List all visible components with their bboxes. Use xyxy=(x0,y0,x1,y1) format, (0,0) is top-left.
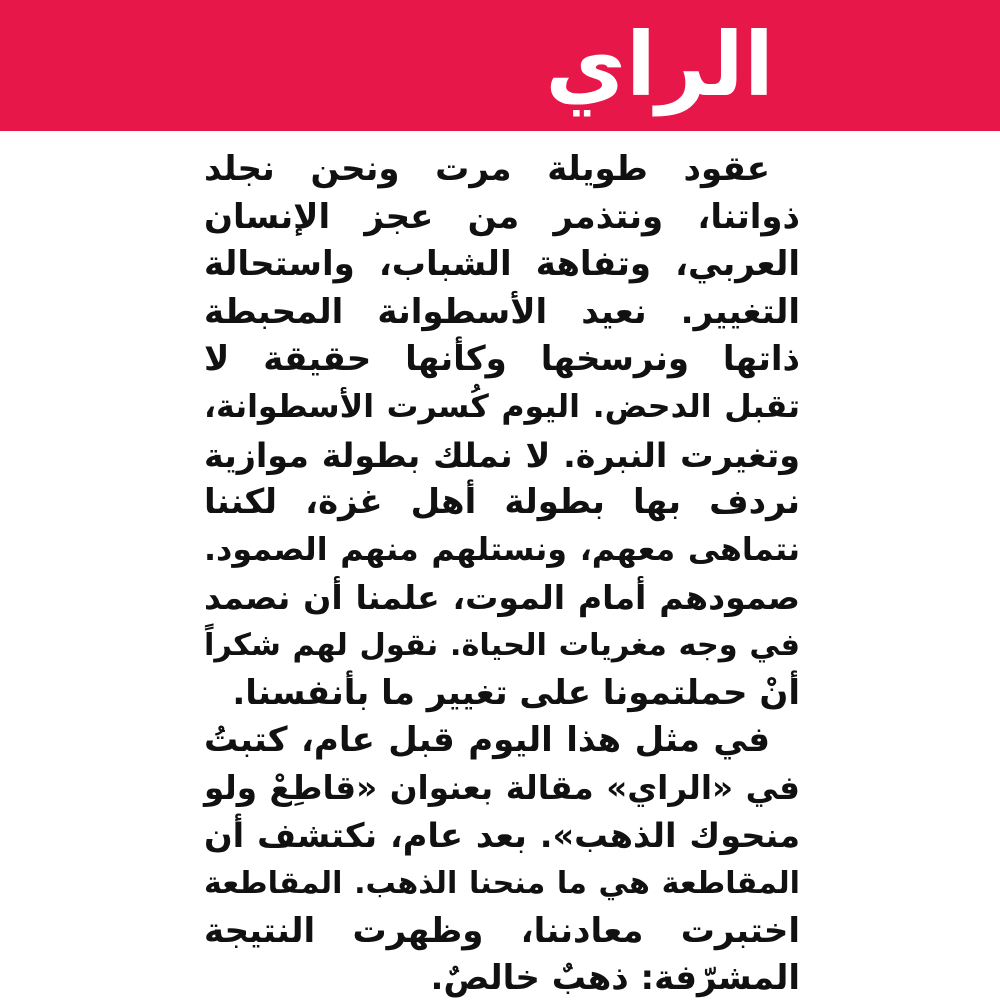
text-line: نتماهى معهم، ونستلهم منهم الصمود. xyxy=(204,531,800,568)
text-line: أنْ حملتمونا على تغيير ما بأنفسنا. xyxy=(232,672,800,713)
text-line: ذواتنا، ونتذمر من عجز الإنسان xyxy=(204,196,800,237)
article-paragraph-2 xyxy=(204,717,800,1003)
text-line: صمودهم أمام الموت، علمنا أن نصمد xyxy=(204,578,800,618)
text-line: المقاطعة هي ما منحنا الذهب. المقاطعة xyxy=(204,865,800,901)
text-line: نردف بها بطولة أهل غزة، لكننا xyxy=(204,482,800,523)
masthead-banner xyxy=(0,0,1000,131)
text-line: في «الراي» مقالة بعنوان «قاطِعْ ولو xyxy=(204,768,800,807)
text-line: ذاتها ونرسخها وكأنها حقيقة لا xyxy=(204,339,800,380)
text-line: منحوك الذهب». بعد عام، نكتشف أن xyxy=(204,816,800,856)
text-line: التغيير. نعيد الأسطوانة المحبطة xyxy=(204,291,800,332)
text-line: في مثل هذا اليوم قبل عام، كتبتُ xyxy=(204,720,770,761)
newspaper-logo: الراي xyxy=(545,13,774,116)
text-line: تقبل الدحض. اليوم كُسرت الأسطوانة، xyxy=(204,388,800,425)
text-line: وتغيرت النبرة. لا نملك بطولة موازية xyxy=(204,435,800,475)
article-paragraph-1 xyxy=(204,146,800,717)
article-body xyxy=(204,146,800,1003)
text-line: اختبرت معادننا، وظهرت النتيجة xyxy=(204,910,800,951)
text-line: المشرّفة: ذهبٌ خالصٌ. xyxy=(430,958,800,999)
text-line: عقود طويلة مرت ونحن نجلد xyxy=(204,149,770,189)
text-line: في وجه مغريات الحياة. نقول لهم شكراً xyxy=(204,627,800,663)
text-line: العربي، وتفاهة الشباب، واستحالة xyxy=(204,244,800,285)
